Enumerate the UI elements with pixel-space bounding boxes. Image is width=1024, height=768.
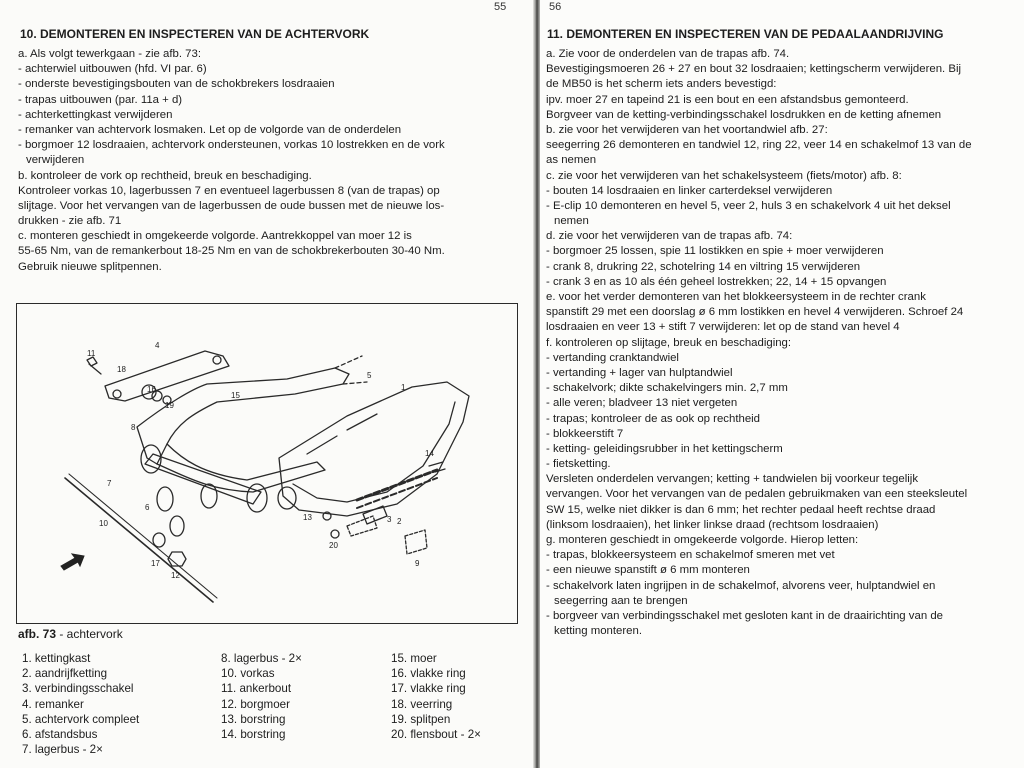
parts-list-item: 6. afstandsbus: [22, 728, 98, 742]
parts-list-column-1: [22, 651, 139, 757]
parts-list-item: 2. aandrijfketting: [22, 667, 108, 681]
text-line: - fietsketting.: [546, 458, 611, 471]
text-line: a. Als volgt tewerkgaan - zie afb. 73:: [18, 48, 201, 60]
callout-16: 16: [147, 385, 156, 394]
callout-14: 14: [425, 449, 434, 458]
callout-13: 13: [303, 513, 312, 522]
text-line: - onderste bevestigingsbouten van de schokbrekers losdraaien: [18, 78, 335, 91]
text-line: - achterwiel uitbouwen (hfd. VI par. 6): [18, 63, 207, 76]
callout-4: 4: [155, 341, 160, 350]
right-page: [540, 0, 1024, 768]
text-line: d. zie voor het verwijderen van de trapas afb. 74:: [546, 230, 793, 243]
text-line: spanstift 29 met een doorslag ø 6 mm lostikken en hevel 4 verwijderen. Schroef 24: [546, 306, 964, 319]
text-line: - crank 3 en as 10 als één geheel lostrekken; 22, 14 + 15 opvangen: [546, 275, 887, 288]
parts-list-item: 19. splitpen: [391, 712, 451, 726]
parts-list-item: 17. vlakke ring: [391, 682, 466, 696]
text-line: - een nieuwe spanstift ø 6 mm monteren: [546, 564, 750, 577]
parts-list-item: 8. lagerbus - 2×: [221, 652, 302, 665]
text-line: - trapas uitbouwen (par. 11a + d): [18, 93, 183, 106]
section-body: [546, 47, 972, 639]
text-line: vervangen. Voor het vervangen van de pedalen gebruikmaken van een steeksleutel: [546, 488, 968, 501]
text-line: Gebruik nieuwe splitpennen.: [18, 260, 162, 273]
text-line: verwijderen: [26, 154, 85, 167]
figure-caption-text: - achtervork: [56, 627, 123, 641]
parts-list-column-3: [391, 651, 481, 742]
callout-1: 1: [401, 383, 406, 392]
callout-9: 9: [415, 559, 420, 568]
text-line: b. zie voor het verwijderen van het voortandwiel afb. 27:: [546, 123, 828, 136]
text-line: slijtage. Voor het vervangen van de lagerbussen de oude bussen met de nieuwe los-: [18, 199, 445, 212]
text-line: - vertanding cranktandwiel: [546, 351, 679, 364]
text-line: - schakelvork; dikte schakelvingers min. 2,7 mm: [546, 382, 788, 395]
figure-label: afb. 73: [18, 627, 57, 641]
text-line: - trapas; kontroleer de as ook op rechtheid: [546, 412, 761, 425]
parts-list-item: 15. moer: [391, 652, 437, 665]
swing-arm-upper-part: [137, 368, 349, 464]
parts-list-item: 20. flensbout - 2×: [391, 728, 481, 742]
page-number: 56: [549, 1, 562, 13]
text-line: - alle veren; bladveer 13 niet vergeten: [546, 397, 738, 410]
callout-7: 7: [107, 479, 112, 488]
text-line: Bevestigingsmoeren 26 + 27 en bout 32 losdraaien; kettingscherm verwijderen. Bij: [546, 63, 962, 76]
text-line: nemen: [554, 215, 589, 228]
parts-list-item: 10. vorkas: [221, 667, 275, 681]
text-line: as nemen: [546, 154, 597, 167]
text-line: - crank 8, drukring 22, schotelring 14 en viltring 15 verwijderen: [546, 260, 861, 273]
parts-list-item: 3. verbindingsschakel: [22, 682, 134, 696]
text-line: seegerring 26 demonteren en tandwiel 12, ring 22, veer 14 en schakelmof 13 van de: [546, 139, 972, 152]
callout-3: 3: [387, 515, 392, 524]
text-line: e. voor het verder demonteren van het blokkeersysteem in de rechter crank: [546, 291, 926, 303]
callout-17: 17: [151, 559, 160, 568]
parts-list-item: 13. borstring: [221, 712, 286, 726]
page-number: 55: [494, 1, 507, 13]
callout-10: 10: [99, 519, 108, 528]
callout-20: 20: [329, 541, 338, 550]
text-line: - E-clip 10 demonteren en hevel 5, veer 2, huls 3 en schakelvork 4 uit het deksel: [546, 199, 951, 212]
text-line: - achterkettingkast verwijderen: [18, 108, 173, 121]
text-line: a. Zie voor de onderdelen van de trapas afb. 74.: [546, 48, 790, 60]
text-line: Kontroleer vorkas 10, lagerbussen 7 en eventueel lagerbussen 8 (van de trapas) op: [18, 184, 440, 197]
text-line: b. kontroleer de vork op rechtheid, breuk en beschadiging.: [18, 169, 312, 182]
text-line: losdraaien en veer 13 + stift 7 verwijderen: let op de stand van hevel 4: [546, 321, 900, 334]
diagram-drawing: [17, 304, 517, 623]
text-line: de MB50 is het scherm iets anders bevestigd:: [546, 78, 777, 91]
callout-11: 11: [87, 349, 96, 358]
callout-12: 12: [171, 571, 180, 580]
parts-list-item: 5. achtervork compleet: [22, 712, 140, 726]
text-line: - blokkeerstift 7: [546, 427, 624, 440]
text-line: - borgmoer 12 losdraaien, achtervork ondersteunen, vorkas 10 lostrekken en de vork: [18, 139, 445, 152]
parts-list-item: 12. borgmoer: [221, 697, 290, 711]
callout-15: 15: [231, 391, 240, 400]
text-line: Borgveer van de ketting-verbindingsschakel losdrukken en de ketting afnemen: [546, 108, 942, 121]
text-line: drukken - zie afb. 71: [18, 215, 122, 228]
callout-18: 18: [117, 365, 126, 374]
callout-8: 8: [131, 423, 136, 432]
parts-list-item: 16. vlakke ring: [391, 667, 466, 681]
text-line: 55-65 Nm, van de remankerbout 18-25 Nm en van de schokbrekerbouten 30-40 Nm.: [18, 245, 445, 258]
brake-anchor-arm-part: [105, 351, 229, 401]
text-line: f. kontroleren op slijtage, breuk en beschadiging:: [546, 336, 792, 349]
parts-list-item: 14. borstring: [221, 728, 286, 742]
figure-caption: [18, 627, 123, 641]
parts-list-column-2: [221, 651, 302, 742]
section-title: 11. DEMONTEREN EN INSPECTEREN VAN DE PEDAALAANDRIJVING: [547, 27, 944, 41]
parts-list-item: 18. veerring: [391, 697, 453, 711]
text-line: (linksom losdraaien), het linker linkse draad (rechtsom losdraaien): [546, 518, 879, 531]
text-line: - borgveer van verbindingsschakel met gesloten kant in de draairichting van de: [546, 609, 944, 622]
text-line: - remanker van achtervork losmaken. Let op de volgorde van de onderdelen: [18, 123, 402, 136]
text-line: SW 15, welke niet dikker is dan 6 mm; het rechter pedaal heeft rechtse draad: [546, 503, 936, 516]
callout-19: 19: [165, 401, 174, 410]
section-title: 10. DEMONTEREN EN INSPECTEREN VAN DE ACHTERVORK: [20, 27, 370, 41]
callout-5: 5: [367, 371, 372, 380]
callout-6: 6: [145, 503, 150, 512]
parts-list-item: 11. ankerbout: [221, 682, 292, 696]
parts-list-item: 4. remanker: [22, 697, 84, 711]
section-body: [18, 47, 445, 275]
text-line: ketting monteren.: [554, 625, 643, 638]
text-line: - bouten 14 losdraaien en linker carterdeksel verwijderen: [546, 184, 833, 197]
text-line: - vertanding + lager van hulptandwiel: [546, 366, 733, 379]
callout-2: 2: [397, 517, 402, 526]
text-line: ipv. moer 27 en tapeind 21 is een bout en een afstandsbus gemonteerd.: [546, 93, 909, 106]
book-spine: [533, 0, 540, 768]
text-line: - trapas, blokkeersysteem en schakelmof smeren met vet: [546, 549, 835, 562]
text-line: - ketting- geleidingsrubber in het kettingscherm: [546, 442, 783, 455]
text-line: g. monteren geschiedt in omgekeerde volgorde. Hierop letten:: [546, 534, 859, 546]
parts-list-item: 7. lagerbus - 2×: [22, 743, 103, 757]
rear-fork-exploded-diagram: [16, 303, 518, 624]
text-line: - borgmoer 25 lossen, spie 11 lostikken en spie + moer verwijderen: [546, 245, 884, 258]
text-line: Versleten onderdelen vervangen; ketting + tandwielen bij voorkeur tegelijk: [546, 473, 919, 486]
text-line: c. monteren geschiedt in omgekeerde volgorde. Aantrekkoppel van moer 12 is: [18, 230, 412, 243]
parts-list-item: 1. kettingkast: [22, 652, 91, 665]
text-line: seegerring aan te brengen: [554, 594, 688, 607]
text-line: - schakelvork laten ingrijpen in de schakelmof, alvorens veer, hulptandwiel en: [546, 579, 936, 592]
text-line: c. zie voor het verwijderen van het schakelsysteem (fiets/motor) afb. 8:: [546, 169, 902, 182]
